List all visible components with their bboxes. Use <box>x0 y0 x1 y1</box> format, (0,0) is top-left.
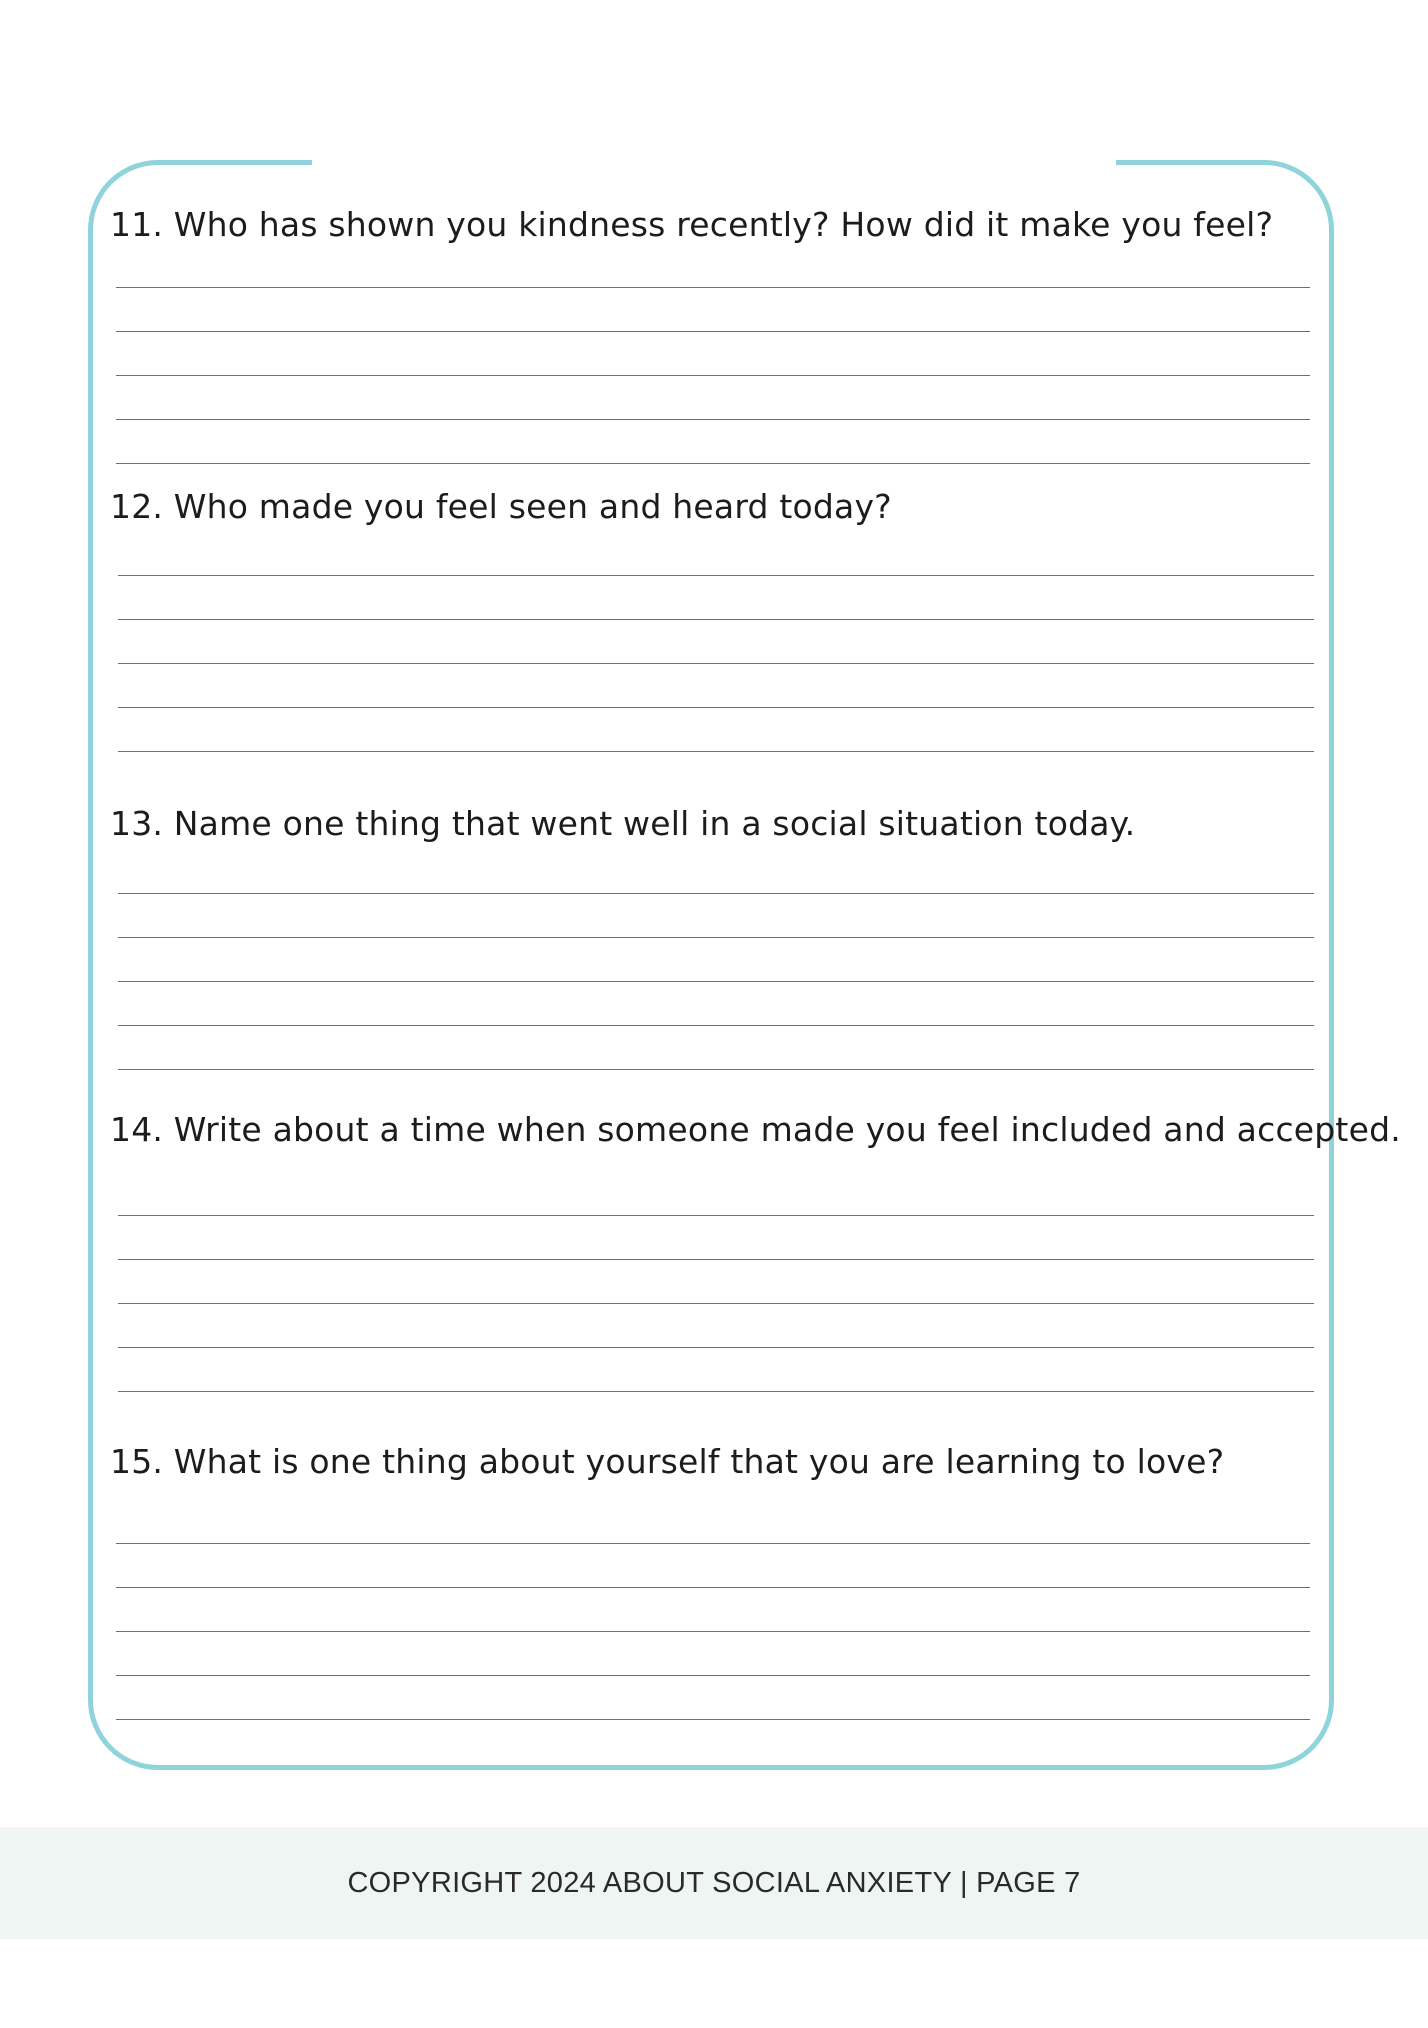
answer-line[interactable] <box>118 1025 1314 1026</box>
answer-line[interactable] <box>118 1391 1314 1392</box>
answer-line[interactable] <box>118 619 1314 620</box>
frame-top-gap <box>312 150 1116 174</box>
answer-line[interactable] <box>118 1215 1314 1216</box>
page-footer <box>0 1827 1428 1939</box>
answer-line[interactable] <box>118 937 1314 938</box>
answer-line[interactable] <box>116 375 1310 376</box>
answer-line[interactable] <box>116 463 1310 464</box>
answer-line[interactable] <box>116 1631 1310 1632</box>
worksheet-frame <box>88 160 1334 1770</box>
answer-line[interactable] <box>118 893 1314 894</box>
answer-line[interactable] <box>118 1069 1314 1070</box>
copyright-text: COPYRIGHT 2024 ABOUT SOCIAL ANXIETY | PAGE 7 <box>347 1867 1081 1899</box>
prompt-label: 13. Name one thing that went well in a social situation today. <box>110 804 1136 843</box>
prompt-label: 12. Who made you feel seen and heard today? <box>110 487 892 526</box>
answer-line[interactable] <box>116 1719 1310 1720</box>
answer-line[interactable] <box>118 575 1314 576</box>
answer-line[interactable] <box>118 663 1314 664</box>
answer-line[interactable] <box>116 419 1310 420</box>
answer-line[interactable] <box>116 331 1310 332</box>
answer-line[interactable] <box>118 707 1314 708</box>
answer-line[interactable] <box>118 751 1314 752</box>
answer-line[interactable] <box>116 1675 1310 1676</box>
prompt-label: 14. Write about a time when someone made you feel included and accepted. <box>110 1110 1401 1149</box>
answer-line[interactable] <box>116 1543 1310 1544</box>
answer-line[interactable] <box>118 1347 1314 1348</box>
prompt-label: 15. What is one thing about yourself that you are learning to love? <box>110 1442 1225 1481</box>
prompt-label: 11. Who has shown you kindness recently? How did it make you feel? <box>110 205 1274 244</box>
answer-line[interactable] <box>118 981 1314 982</box>
answer-line[interactable] <box>118 1303 1314 1304</box>
answer-line[interactable] <box>116 1587 1310 1588</box>
answer-line[interactable] <box>118 1259 1314 1260</box>
answer-line[interactable] <box>116 287 1310 288</box>
